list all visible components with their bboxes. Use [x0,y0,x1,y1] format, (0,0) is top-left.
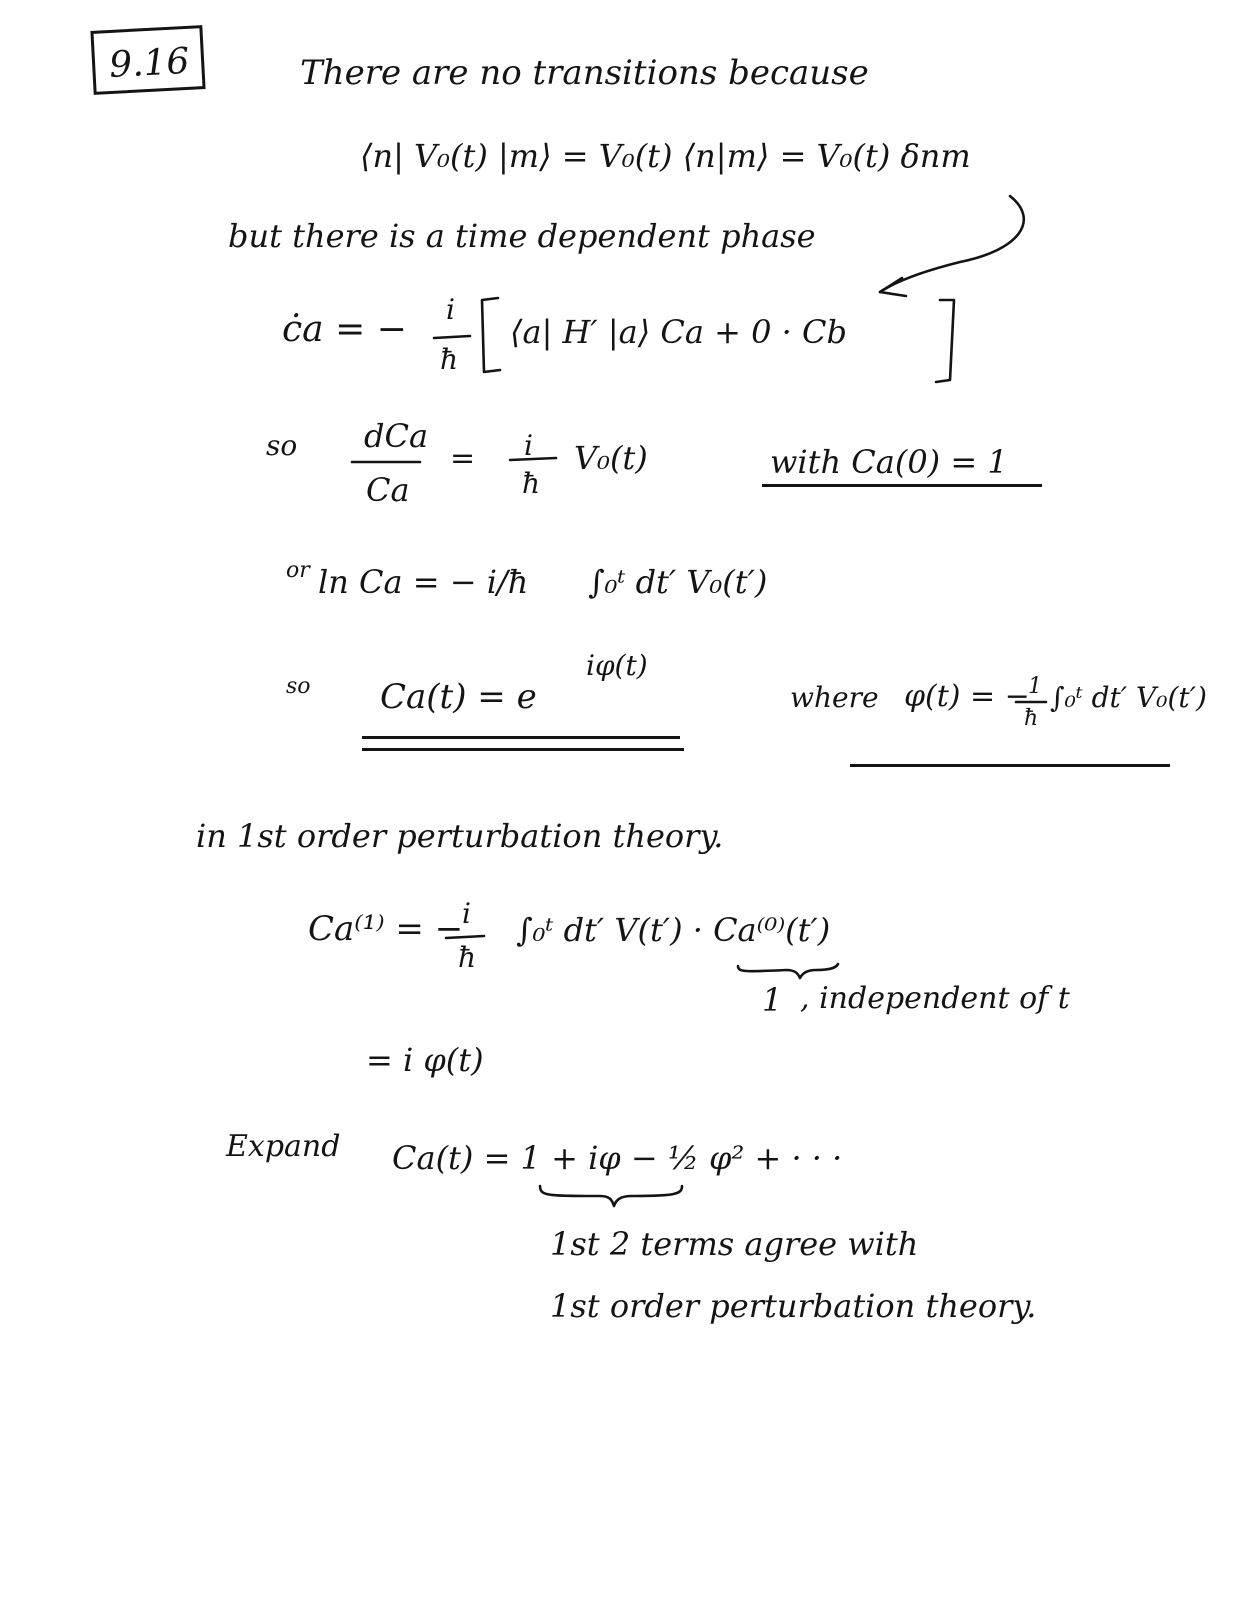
underbrace-one: 1 [762,981,783,1019]
ca1-frac-num: i [462,897,471,930]
right-square-bracket [936,300,954,382]
equals-sign-1: = [450,441,476,476]
rhs-frac-den: ħ [522,467,541,500]
ca1-integral: ∫₀ᵗ dt′ V(t′) · Ca⁽⁰⁾(t′) [516,911,831,949]
fraction-bar-ca-dot [434,336,470,338]
equals-i-phi: = i φ(t) [366,1041,484,1079]
agreement-note-1: 1st 2 terms agree with [550,1225,919,1263]
initial-condition: with Ca(0) = 1 [770,443,1008,481]
expand-label: Expand [226,1129,341,1164]
integral-v0: ∫₀ᵗ dt′ V₀(t′) [588,563,768,601]
phi-integral: ∫₀ᵗ dt′ V₀(t′) [1050,681,1207,714]
underbrace-ca0 [738,964,838,978]
left-square-bracket [482,298,500,372]
agreement-note-2: 1st order perturbation theory. [550,1287,1037,1325]
so-label-2: so [286,674,311,699]
phi-frac-num: 1 [1028,674,1042,699]
intro-text: There are no transitions because [300,53,869,93]
phase-note: but there is a time dependent phase [228,217,816,255]
expansion-series: Ca(t) = 1 + iφ − ½ φ² + · · · [392,1139,843,1177]
ca-dot-bracket-content: ⟨a| H′ |a⟩ Ca + 0 · Cb [510,313,847,351]
so-label-1: so [266,429,298,462]
ca-denominator: Ca [366,471,410,509]
fraction-bar-ca1 [446,936,484,938]
ca-dot-frac-num: i [446,293,455,326]
exponent-phi: iφ(t) [586,649,648,682]
fraction-bar-rhs [510,458,556,460]
dca-numerator: dCa [364,417,429,455]
rhs-v0: V₀(t) [574,439,648,477]
matrix-element-equation: ⟨n| V₀(t) |m⟩ = V₀(t) ⟨n|m⟩ = V₀(t) δnm [360,137,971,175]
where-label: where [790,681,879,714]
ca-t-result: Ca(t) = e [380,677,537,717]
ca1-lhs: Ca⁽¹⁾ = − [308,909,464,949]
phi-frac-den: ħ [1024,706,1039,731]
independent-of-t: , independent of t [800,981,1070,1016]
or-label: or [286,558,310,583]
underbrace-first-two-terms [540,1186,682,1206]
first-order-text: in 1st order perturbation theory. [196,817,724,855]
problem-number: 9.16 [108,40,191,87]
ln-ca-equation: ln Ca = − i/ħ [318,563,529,601]
rhs-frac-num: i [524,429,533,462]
ca-dot-frac-den: ħ [440,343,459,376]
phi-definition: φ(t) = − [904,679,1030,714]
ca-dot-lhs: ċa = − [282,309,407,350]
ca1-frac-den: ħ [458,941,477,974]
